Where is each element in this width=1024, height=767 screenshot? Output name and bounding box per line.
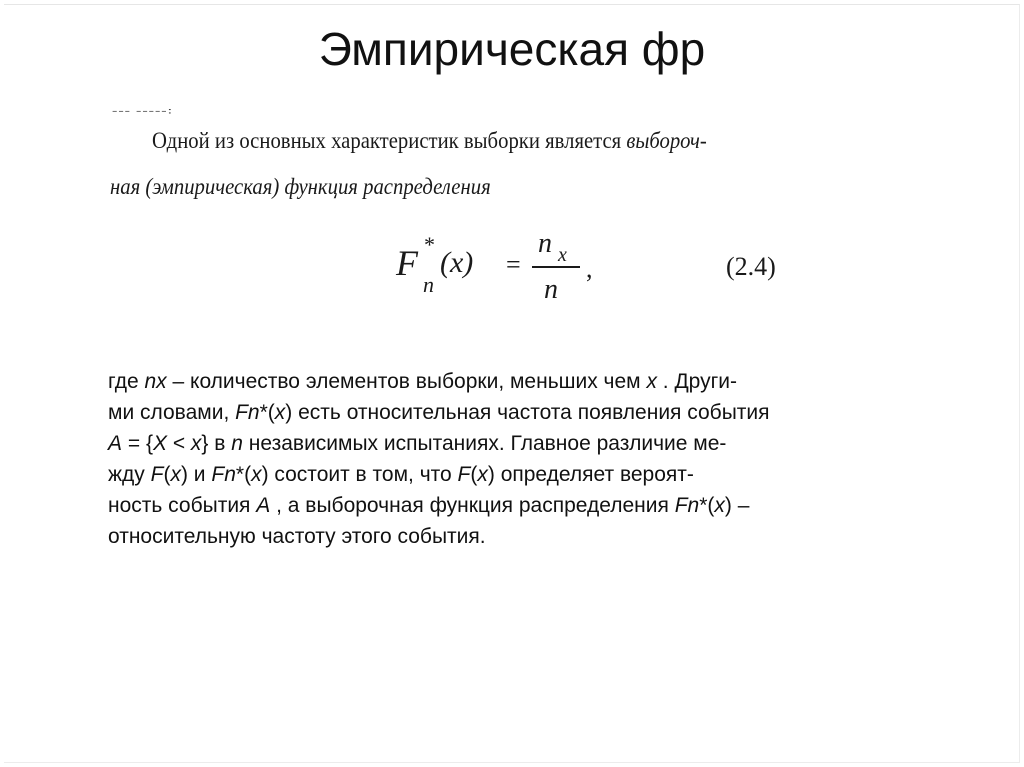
text-run: *( <box>699 494 715 517</box>
text-run: ми словами, <box>108 401 236 424</box>
scan-line-2-italic: ная (эмпирическая) функция распределения <box>110 174 491 199</box>
paragraph-line <box>108 366 928 397</box>
text-run: ) определяет вероят- <box>487 463 694 486</box>
math-symbol: F <box>457 463 471 486</box>
text-run: *( <box>235 463 252 486</box>
math-symbol: x <box>170 463 181 486</box>
formula-equals: = <box>506 250 521 279</box>
math-symbol: x <box>714 494 725 517</box>
text-run: ность события <box>108 494 257 517</box>
formula-numerator-subscript: x <box>558 244 567 266</box>
math-symbol: Fn <box>211 463 236 486</box>
math-symbol: F <box>150 463 164 486</box>
text-run: ) состоит в том, что <box>261 463 458 486</box>
paragraph-line <box>108 521 928 552</box>
text-run: жду <box>108 463 151 486</box>
text-run: относительную частоту этого события. <box>108 525 486 548</box>
scanned-textbook-excerpt <box>104 96 804 331</box>
formula-fraction-bar <box>532 266 580 268</box>
text-run: ( <box>163 463 171 486</box>
text-run: = { <box>122 432 153 455</box>
math-symbol: X <box>152 432 167 455</box>
text-run: где <box>108 370 145 393</box>
paragraph-line <box>108 490 928 521</box>
formula-numerator: n <box>538 228 552 259</box>
math-symbol: nx <box>144 370 167 393</box>
paragraph-line <box>108 428 928 459</box>
paragraph-line <box>108 459 928 490</box>
scan-top-marks: --- -----: <box>112 105 174 116</box>
text-run: < <box>166 432 191 455</box>
math-symbol: A <box>256 494 271 517</box>
math-symbol: n <box>231 432 243 455</box>
scan-line-1-plain: Одной из основных характеристик выборки является <box>152 128 627 153</box>
math-symbol: Fn <box>674 494 700 517</box>
math-symbol: x <box>274 401 286 424</box>
text-run: – количество элементов выборки, меньших чем <box>166 370 647 393</box>
formula-star: * <box>424 232 435 257</box>
text-run: . Други- <box>656 370 738 393</box>
text-run: *( <box>259 401 275 424</box>
paragraph-line <box>108 397 928 428</box>
text-run: ) – <box>724 494 750 517</box>
slide-title: Эмпирическая фр <box>318 23 706 75</box>
scan-line-2 <box>110 174 491 200</box>
text-run: ) есть относительная частота появления события <box>285 401 770 424</box>
math-symbol: x <box>646 370 657 393</box>
formula-empirical-distribution <box>396 228 593 318</box>
equation-number: (2.4) <box>726 252 776 281</box>
math-symbol: x <box>251 463 262 486</box>
math-symbol: x <box>477 463 488 486</box>
scan-line-1 <box>152 128 707 154</box>
formula-subscript-n: n <box>423 272 434 297</box>
formula-comma: , <box>586 254 593 283</box>
text-run: ( <box>470 463 478 486</box>
math-symbol: x <box>190 432 202 455</box>
text-run: ) и <box>180 463 212 486</box>
text-run: , а выборочная функция распределения <box>270 494 675 517</box>
math-symbol: Fn <box>235 401 260 424</box>
explanation-paragraph <box>108 366 928 552</box>
text-run: } в <box>201 432 232 455</box>
scan-line-1-italic: выбороч- <box>626 128 707 153</box>
text-run: независимых испытаниях. Главное различие ме- <box>242 432 727 455</box>
formula-F: F <box>396 243 418 283</box>
formula-argument: (x) <box>440 246 474 279</box>
math-symbol: A <box>108 432 123 455</box>
formula-denominator: n <box>544 274 558 305</box>
